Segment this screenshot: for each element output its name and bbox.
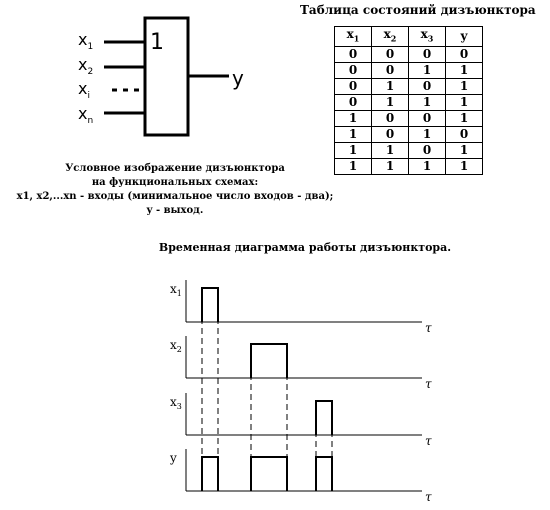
truth-table-header-y: y [446, 27, 483, 47]
truth-table-cell: 0 [372, 63, 409, 79]
truth-table-cell: 0 [335, 95, 372, 111]
gate-input-label-1: $x_1$ [78, 30, 94, 53]
timing-pulse [202, 457, 218, 491]
truth-table-header-x2: $x_2$ [372, 27, 409, 47]
truth-table-cell: 0 [409, 47, 446, 63]
truth-table-cell: 0 [335, 63, 372, 79]
truth-table-cell: 1 [335, 143, 372, 159]
truth-table-cell: 1 [372, 143, 409, 159]
timing-pulse [316, 401, 332, 435]
timing-axis-label: τ [425, 434, 432, 448]
timing-signal-label: $x_1$ [170, 282, 182, 298]
truth-table-cell: 1 [446, 159, 483, 175]
gate-output-label: y [232, 66, 244, 90]
truth-table-cell: 0 [372, 47, 409, 63]
timing-pulse [316, 457, 332, 491]
truth-table-cell: 0 [409, 143, 446, 159]
truth-table-cell: 1 [446, 63, 483, 79]
gate-input-label-2: $x_2$ [78, 55, 94, 78]
truth-table-header-x1: $x_1$ [335, 27, 372, 47]
gate-symbol-label: 1 [150, 30, 164, 55]
truth-table-cell: 1 [372, 79, 409, 95]
truth-table-cell: 1 [446, 79, 483, 95]
timing-axis-label: τ [425, 377, 432, 391]
caption-line-3: x1, x2,...xn - входы (минимальное число входов - два); [16, 191, 334, 202]
truth-table-cell: 0 [446, 127, 483, 143]
truth-table-cell: 0 [372, 111, 409, 127]
timing-signal-x1 [170, 280, 432, 335]
caption-line-1: Условное изображение дизъюнктора [65, 163, 285, 174]
caption-line-2: на функциональных схемах: [91, 177, 259, 188]
truth-table-cell: 1 [335, 159, 372, 175]
timing-signal-label: $x_3$ [170, 395, 182, 411]
truth-table-cell: 1 [335, 127, 372, 143]
truth-table-cell: 1 [446, 95, 483, 111]
timing-pulse [202, 288, 218, 322]
timing-signal-y [169, 449, 432, 504]
timing-signal-label: $x_2$ [170, 338, 182, 354]
timing-signal-label: y [170, 451, 177, 465]
truth-table-title: Таблица состояний дизъюнктора [300, 3, 536, 17]
truth-table-cell: 1 [372, 95, 409, 111]
timing-dashed-guides [202, 288, 332, 457]
timing-signal-x2 [170, 336, 432, 391]
gate-input-label-n: $x_n$ [78, 104, 94, 127]
timing-axis-label: τ [425, 490, 432, 504]
timing-pulse [251, 457, 287, 491]
timing-signal-x3 [170, 393, 432, 448]
truth-table-cell: 1 [446, 111, 483, 127]
truth-table-cell: 0 [409, 79, 446, 95]
truth-table-cell: 1 [335, 111, 372, 127]
gate-input-label-i: $x_i$ [78, 79, 90, 102]
truth-table-cell: 1 [409, 127, 446, 143]
truth-table-cell: 0 [409, 111, 446, 127]
truth-table-cell: 1 [409, 159, 446, 175]
truth-table-cell: 1 [372, 159, 409, 175]
truth-table-cell: 1 [409, 95, 446, 111]
truth-table-cell: 0 [372, 127, 409, 143]
truth-table-cell: 1 [409, 63, 446, 79]
caption-line-4: y - выход. [146, 205, 204, 216]
timing-axis-label: τ [425, 321, 432, 335]
timing-pulse [251, 344, 287, 378]
truth-table-cell: 0 [335, 79, 372, 95]
truth-table-cell: 0 [335, 47, 372, 63]
timing-diagram-title: Временная диаграмма работы дизъюнктора. [158, 241, 452, 254]
truth-table-cell: 0 [446, 47, 483, 63]
truth-table-cell: 1 [446, 143, 483, 159]
truth-table-header-x3: $x_3$ [409, 27, 446, 47]
